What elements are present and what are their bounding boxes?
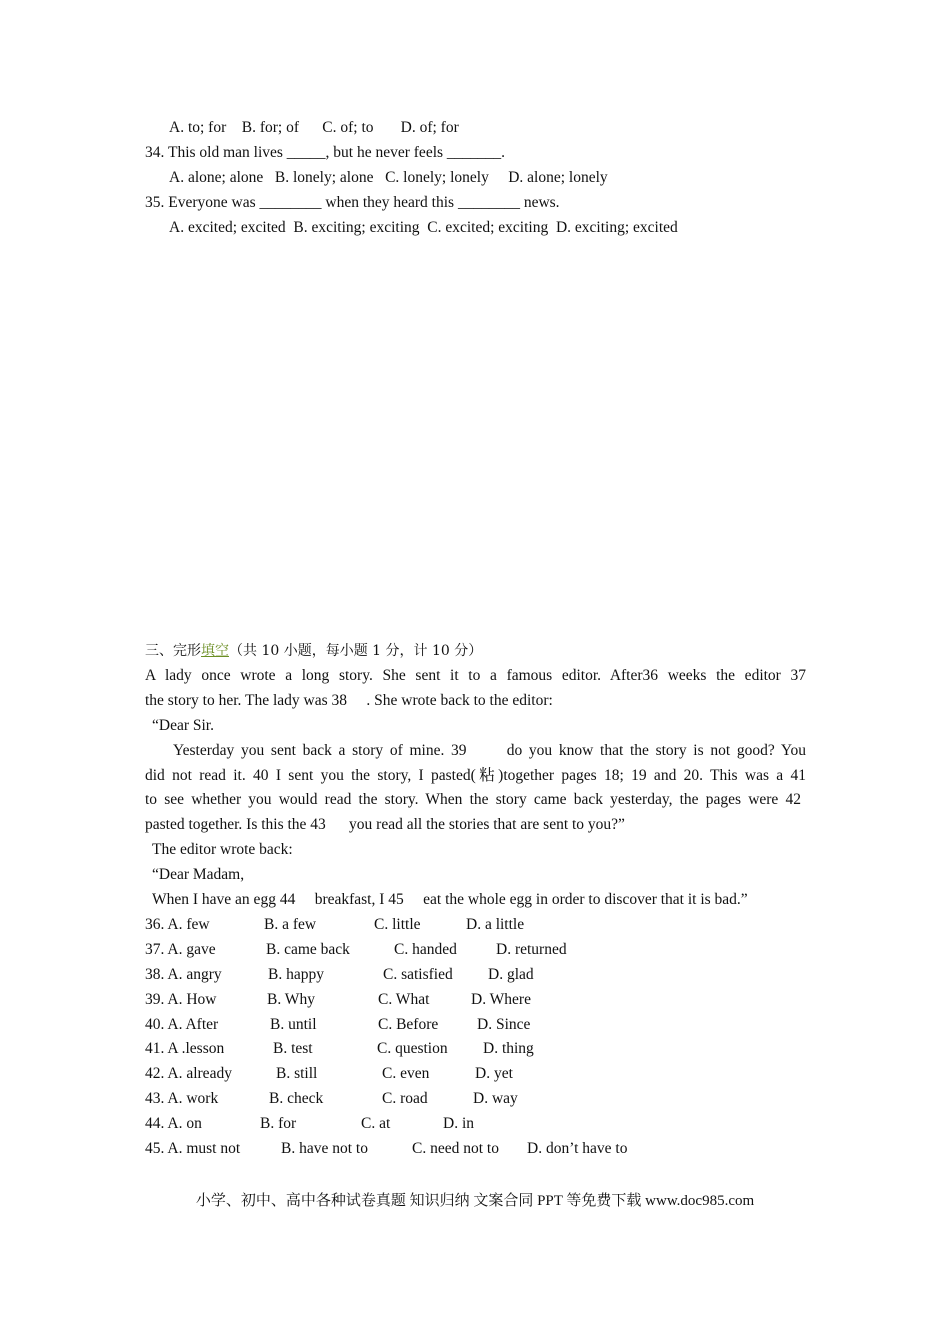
option-a: 45. A. must not <box>145 1140 241 1157</box>
option-c: C. even <box>382 1065 430 1082</box>
option-d: D. thing <box>483 1040 534 1057</box>
option-b: B. still <box>276 1065 318 1082</box>
option-a: 42. A. already <box>145 1065 232 1082</box>
option-c: C. question <box>377 1040 448 1057</box>
page-footer: 小学、初中、高中各种试卷真题 知识归纳 文案合同 PPT 等免费下载 www.doc985.com <box>195 1193 755 1209</box>
option-b: B. Why <box>267 991 315 1008</box>
option-a: 39. A. How <box>145 991 217 1008</box>
option-a: 40. A. After <box>145 1016 219 1033</box>
passage-dear-madam: “Dear Madam, <box>152 866 245 883</box>
option-c: C. little <box>374 916 421 933</box>
option-d: D. in <box>443 1115 474 1132</box>
passage-line: to see whether you would read the story. When the story came back yesterday, the pages were 42 <box>145 791 801 808</box>
cloze-option-row <box>0 1064 950 1084</box>
cloze-option-row <box>0 1039 950 1059</box>
passage-line: did not read it. 40 I sent you the story, I pasted(粘)together pages 18; 19 and 20. This was a 41 <box>145 767 806 784</box>
option-b: B. for <box>260 1115 297 1132</box>
cloze-option-row <box>0 1114 950 1134</box>
option-d: D. way <box>473 1090 518 1107</box>
passage-line: A lady once wrote a long story. She sent it to a famous editor. After36 weeks the editor 37 <box>145 667 806 684</box>
option-a: 44. A. on <box>145 1115 202 1132</box>
cloze-option-row <box>0 1089 950 1109</box>
q33-options: A. to; for B. for; of C. of; to D. of; for <box>169 119 459 136</box>
cloze-option-row <box>0 915 950 935</box>
passage-line: the story to her. The lady was 38 . She wrote back to the editor: <box>145 692 553 709</box>
cloze-option-row <box>0 940 950 960</box>
option-b: B. check <box>269 1090 324 1107</box>
option-a: 36. A. few <box>145 916 210 933</box>
q35-options: A. excited; excited B. exciting; exciting C. excited; exciting D. exciting; excited <box>169 219 678 236</box>
option-a: 37. A. gave <box>145 941 216 958</box>
q35-stem: 35. Everyone was ________ when they heard this ________ news. <box>145 194 560 211</box>
section3-heading-prefix: 三、完形 <box>145 643 201 659</box>
option-c: C. road <box>382 1090 428 1107</box>
option-b: B. came back <box>266 941 350 958</box>
option-b: B. have not to <box>281 1140 368 1157</box>
option-d: D. don’t have to <box>527 1140 628 1157</box>
cloze-option-row <box>0 990 950 1010</box>
option-b: B. until <box>270 1016 317 1033</box>
passage-editor-wrote: The editor wrote back: <box>152 841 293 858</box>
cloze-option-row <box>0 965 950 985</box>
option-c: C. satisfied <box>383 966 453 983</box>
option-b: B. a few <box>264 916 317 933</box>
option-d: D. returned <box>496 941 567 958</box>
passage-line: pasted together. Is this the 43 you read all the stories that are sent to you?” <box>145 816 625 833</box>
option-c: C. What <box>378 991 430 1008</box>
option-d: D. Since <box>477 1016 531 1033</box>
q34-options: A. alone; alone B. lonely; alone C. lonely; lonely D. alone; lonely <box>169 169 608 186</box>
section3-heading <box>145 641 482 661</box>
option-b: B. test <box>273 1040 313 1057</box>
option-d: D. yet <box>475 1065 513 1082</box>
option-c: C. need not to <box>412 1140 499 1157</box>
passage-last-line: When I have an egg 44 breakfast, I 45 eat the whole egg in order to discover that it is bad.” <box>152 891 748 908</box>
option-b: B. happy <box>268 966 324 983</box>
passage-line: Yesterday you sent back a story of mine. 39 do you know that the story is not good? You <box>173 742 806 759</box>
option-a: 38. A. angry <box>145 966 222 983</box>
option-d: D. Where <box>471 991 531 1008</box>
option-a: 41. A .lesson <box>145 1040 225 1057</box>
cloze-option-row <box>0 1139 950 1159</box>
cloze-option-row <box>0 1015 950 1035</box>
section3-heading-link[interactable]: 填空 <box>201 643 229 659</box>
passage-dear-sir: “Dear Sir. <box>152 717 214 734</box>
option-d: D. glad <box>488 966 534 983</box>
option-d: D. a little <box>466 916 525 933</box>
option-c: C. Before <box>378 1016 439 1033</box>
option-c: C. handed <box>394 941 457 958</box>
section3-heading-suffix: （共 10 小题，每小题 1 分，计 10 分） <box>229 643 483 659</box>
q34-stem: 34. This old man lives _____, but he never feels _______. <box>145 144 506 161</box>
option-a: 43. A. work <box>145 1090 219 1107</box>
option-c: C. at <box>361 1115 391 1132</box>
